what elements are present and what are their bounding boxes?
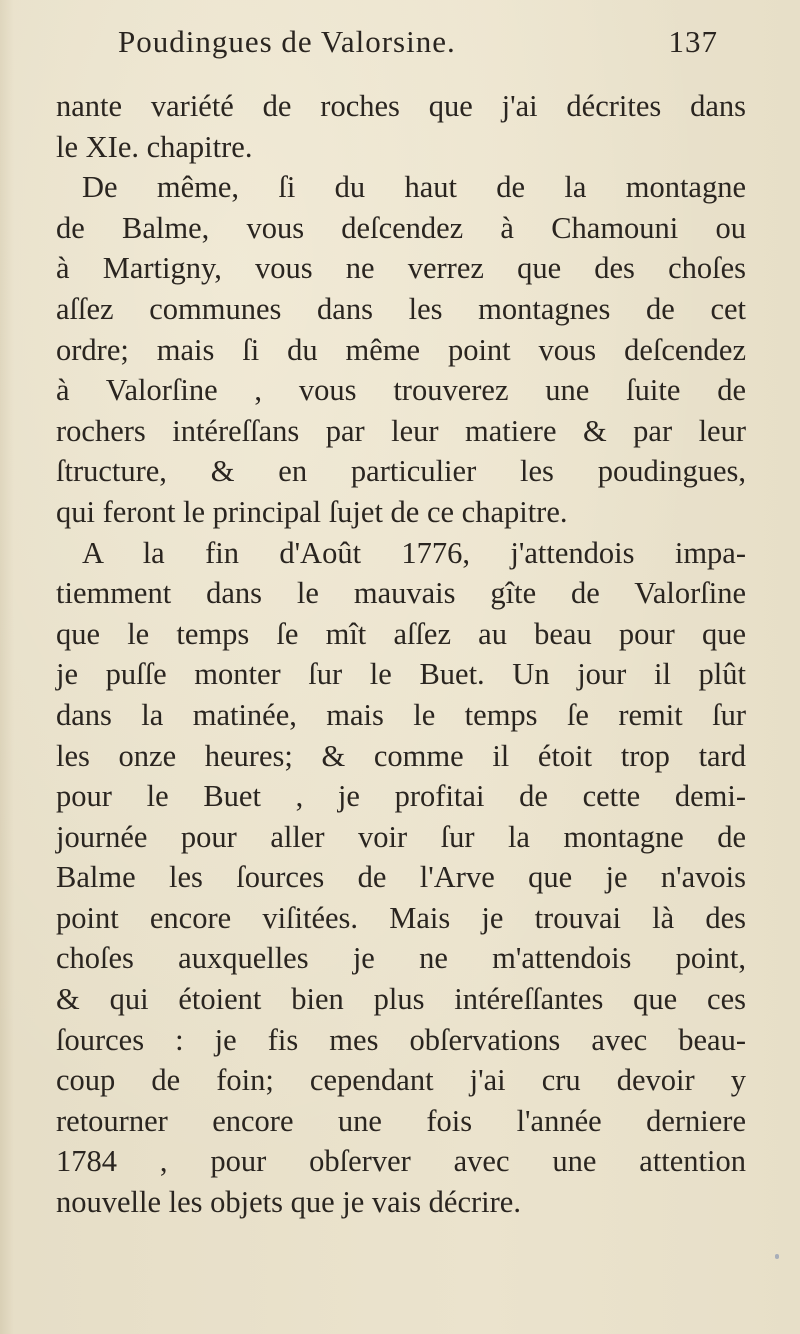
ink-speck [775, 1254, 779, 1259]
text-line: & qui étoient bien plus intéreſſantes que ces [56, 982, 746, 1017]
text-line: point encore viſitées. Mais je trouvai là des [56, 900, 746, 935]
text-line: tiemment dans le mauvais gîte de Valorſine [56, 576, 746, 611]
text-line: le XIe. chapitre. [56, 129, 253, 164]
text-line: de Balme, vous deſcendez à Chamouni ou [56, 210, 746, 245]
text-line: journée pour aller voir ſur la montagne de [56, 819, 746, 854]
text-line: qui feront le principal ſujet de ce chapitre. [56, 494, 568, 529]
text-line: à Valorſine , vous trouverez une ſuite de [56, 373, 746, 408]
text-line: pour le Buet , je profitai de cette demi- [56, 779, 746, 814]
text-line: aſſez communes dans les montagnes de cet [56, 291, 746, 326]
text-line: les onze heures; & comme il étoit trop tard [56, 738, 746, 773]
text-line: que le temps ſe mît aſſez au beau pour que [56, 616, 746, 651]
text-line: retourner encore une fois l'année derniere [56, 1103, 746, 1138]
text-line: 1784 , pour obſerver avec une attention [56, 1144, 746, 1179]
text-line: nouvelle les objets que je vais décrire. [56, 1185, 521, 1220]
text-line: coup de foin; cependant j'ai cru devoir y [56, 1063, 746, 1098]
text-line: A la fin d'Août 1776, j'attendois impa- [82, 535, 746, 570]
text-line: choſes auxquelles je ne m'attendois point, [56, 941, 746, 976]
text-line: nante variété de roches que j'ai décrites dans [56, 89, 746, 123]
text-line: à Martigny, vous ne verrez que des choſes [56, 251, 746, 286]
page-number: 137 [668, 24, 718, 59]
text-line: ſources : je fis mes obſervations avec beau- [56, 1022, 746, 1057]
running-head-title: Poudingues de Valorsine. [118, 24, 456, 59]
text-line: De même, ſi du haut de la montagne [82, 170, 746, 205]
text-line: dans la matinée, mais le temps ſe remit ſur [56, 697, 746, 732]
text-line: ordre; mais ſi du même point vous deſcendez [56, 332, 746, 367]
text-line: ſtructure, & en particulier les poudingues, [56, 454, 746, 489]
running-head [118, 24, 718, 68]
text-line: rochers intéreſſans par leur matiere & par leur [56, 413, 746, 448]
text-line: je puſſe monter ſur le Buet. Un jour il plût [56, 657, 746, 692]
body-text [56, 86, 746, 1223]
text-line: Balme les ſources de l'Arve que je n'avois [56, 860, 746, 895]
